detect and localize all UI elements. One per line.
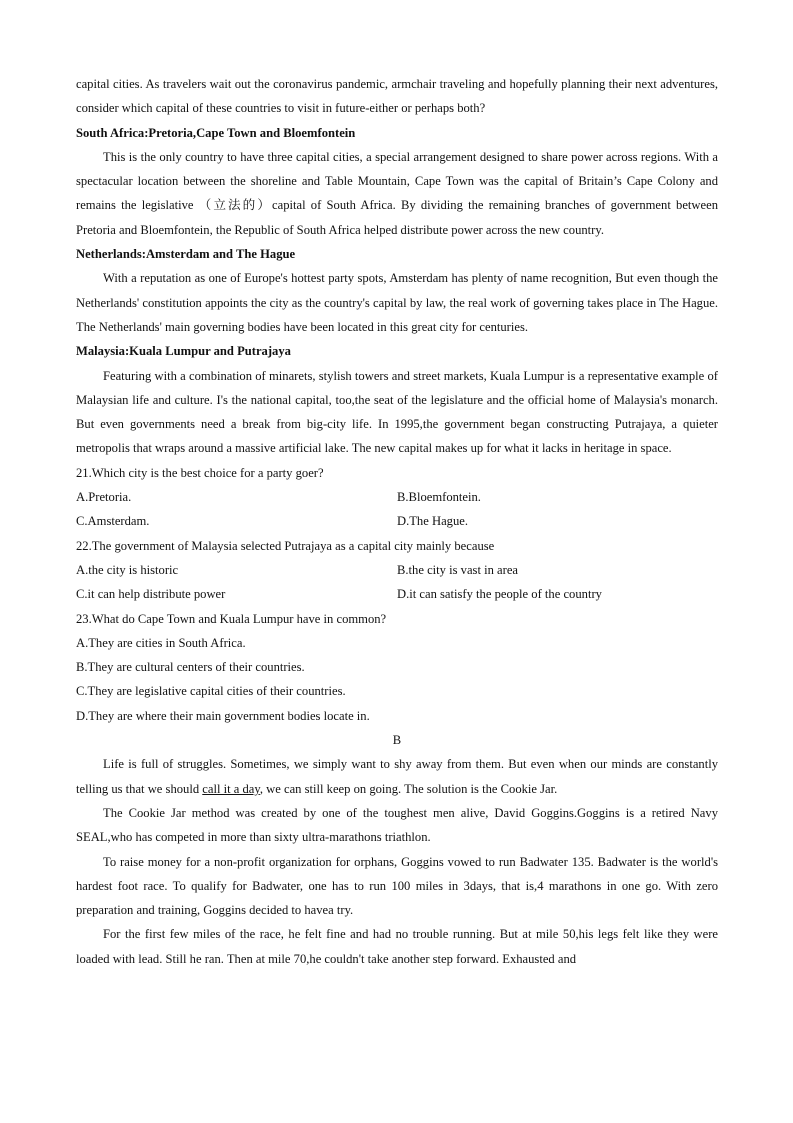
section-heading-south-africa: South Africa:Pretoria,Cape Town and Bloemfontein: [76, 125, 356, 140]
passage-b-label: B: [392, 733, 402, 748]
section-body-netherlands: With a reputation as one of Europe's hottest party spots, Amsterdam has plenty of name recognition, But even though the Netherlands' constitution appoints the city as the country's capital by law, the real work of governing takes place in The Hague. The Netherlands' main governing bodies have been located in this great city for centuries.: [76, 271, 718, 334]
passage-b-p1-after: , we can still keep on going. The solution is the Cookie Jar.: [259, 781, 558, 796]
question-22-option-c: C.it can help distribute power: [76, 587, 226, 602]
question-22-stem: 22.The government of Malaysia selected Putrajaya as a capital city mainly because: [76, 538, 495, 553]
question-23-option-d: D.They are where their main government bodies locate in.: [76, 708, 370, 723]
question-21-option-c: C.Amsterdam.: [76, 514, 150, 529]
question-21-stem: 21.Which city is the best choice for a party goer?: [76, 465, 324, 480]
question-22-option-d: D.it can satisfy the people of the country: [397, 587, 602, 602]
section-body-malaysia: Featuring with a combination of minarets, stylish towers and street markets, Kuala Lumpur is a representative example of Malaysian life and culture. I's the national capital, too,the seat of the legislature and the official home of Malaysia's monarch. But even governments need a break from big-city life. In 1995,the government began constructing Putrajaya, a quieter metropolis that wraps around a massive artificial lake. The new capital makes up for what it lacks in heritage in space.: [76, 368, 718, 456]
question-23-option-c: C.They are legislative capital cities of their countries.: [76, 684, 346, 699]
passage-a-intro: capital cities. As travelers wait out the coronavirus pandemic, armchair traveling and hopefully planning their next adventures, consider which capital of these countries to visit in future-either or perhaps both?: [76, 77, 718, 116]
section-heading-netherlands: Netherlands:Amsterdam and The Hague: [76, 247, 296, 262]
document-content: [76, 72, 718, 971]
question-21-option-a: A.Pretoria.: [76, 490, 132, 505]
question-21-option-b: B.Bloemfontein.: [397, 490, 481, 505]
question-23-option-a: A.They are cities in South Africa.: [76, 635, 246, 650]
question-22-options-row-1: [76, 558, 718, 582]
question-21-option-d: D.The Hague.: [397, 514, 468, 529]
question-22-option-a: A.the city is historic: [76, 562, 179, 577]
question-23-option-b: B.They are cultural centers of their countries.: [76, 660, 305, 675]
section-body-south-africa: This is the only country to have three capital cities, a special arrangement designed to share power across regions. With a spectacular location between the shoreline and Table Mountain, Cape Town was the capital of Britain’s Cape Colony and remains the legislative （立法的）capital of South Africa. By dividing the remaining branches of government between Pretoria and Bloemfontein, the Republic of South Africa helped distribute power across the new country.: [76, 149, 718, 237]
section-heading-malaysia: Malaysia:Kuala Lumpur and Putrajaya: [76, 344, 291, 359]
question-22-option-b: B.the city is vast in area: [397, 562, 519, 577]
underlined-phrase: call it a day: [202, 781, 260, 796]
passage-b-paragraph-4: For the first few miles of the race, he felt fine and had no trouble running. But at mile 50,his legs felt like they were loaded with lead. Still he ran. Then at mile 70,he couldn't take another step forward. Exhausted and: [76, 927, 718, 966]
passage-b-paragraph-3: To raise money for a non-profit organization for orphans, Goggins vowed to run Badwater 135. Badwater is the world's hardest foot race. To qualify for Badwater, one has to run 100 miles in 3days, that is,4 marathons in one go. With zero preparation and training, Goggins decided to havea try.: [76, 854, 718, 918]
question-21-options-row-2: [76, 509, 718, 533]
passage-b-paragraph-2: The Cookie Jar method was created by one of the toughest men alive, David Goggins.Goggins is a retired Navy SEAL,who has competed in more than sixty ultra-marathons triathlon.: [76, 805, 718, 845]
question-21-options-row-1: [76, 485, 718, 509]
passage-b-p1-before: Life is full of struggles. Sometimes, we simply want to shy away from them. But even when our minds are constantly telling us that we should: [76, 757, 718, 796]
passage-b-paragraph-1: [76, 752, 718, 801]
question-23-stem: 23.What do Cape Town and Kuala Lumpur have in common?: [76, 611, 387, 626]
question-22-options-row-2: [76, 582, 718, 606]
